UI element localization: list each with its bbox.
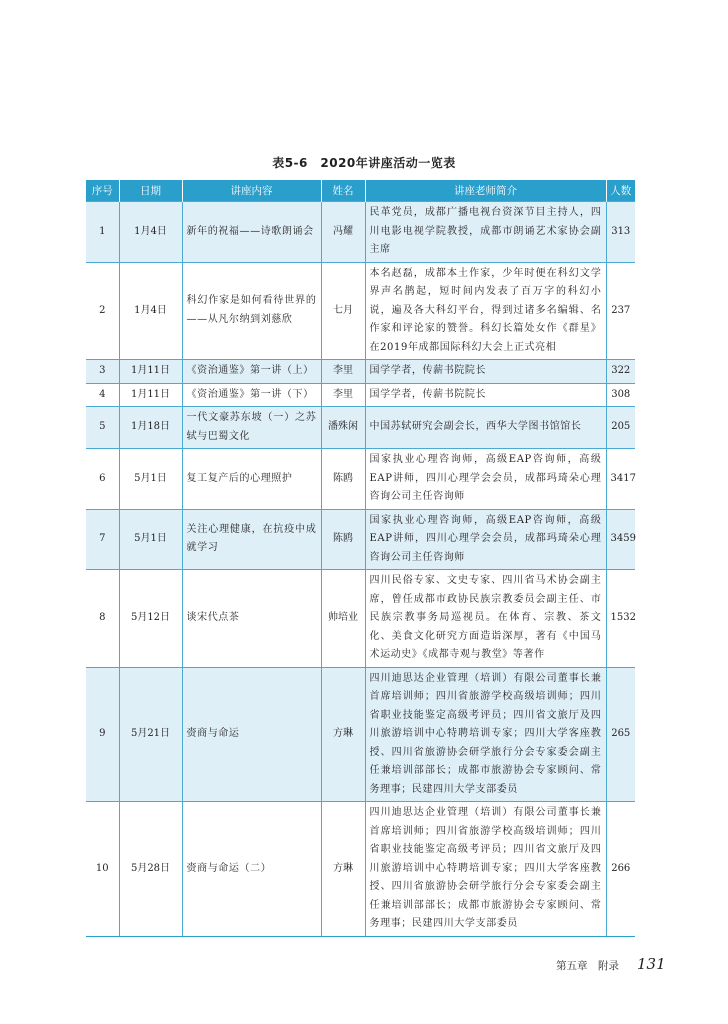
cell-no: 3 [86, 360, 119, 384]
cell-no: 7 [86, 509, 119, 570]
table-row [86, 202, 635, 263]
cell-name: 陈鸥 [321, 449, 365, 510]
cell-count: 265 [606, 667, 635, 802]
cell-count: 1532 [606, 570, 635, 668]
table-row [86, 802, 635, 937]
cell-intro: 中国苏轼研究会副会长，西华大学图书馆馆长 [365, 407, 606, 449]
table-caption: 表5-6 2020年讲座活动一览表 [272, 156, 456, 170]
table-row [86, 407, 635, 449]
cell-topic: 《资治通鉴》第一讲（上） [182, 360, 321, 384]
cell-no: 2 [86, 262, 119, 360]
header-date: 日期 [119, 180, 182, 202]
cell-count: 313 [606, 202, 635, 263]
cell-no: 8 [86, 570, 119, 668]
cell-intro: 本名赵磊，成都本土作家，少年时便在科幻文学界声名鹊起，短时间内发表了百万字的科幻小说，遍及各大科幻平台，得到过诸多名编辑、名作家和评论家的赞誉。科幻长篇处女作《群星》在2019年成都国际科幻大会上正式亮相 [365, 262, 606, 360]
header-name: 姓名 [321, 180, 365, 202]
table-row [86, 383, 635, 407]
table-row [86, 509, 635, 570]
page-footer [556, 955, 666, 973]
cell-date: 5月21日 [119, 667, 182, 802]
cell-no: 10 [86, 802, 119, 937]
header-count: 人数 [606, 180, 635, 202]
cell-topic: 复工复产后的心理照护 [182, 449, 321, 510]
cell-date: 5月1日 [119, 449, 182, 510]
cell-no: 1 [86, 202, 119, 263]
cell-no: 4 [86, 383, 119, 407]
cell-topic: 赍商与命运 [182, 667, 321, 802]
cell-name: 陈鸥 [321, 509, 365, 570]
page-number: 131 [637, 955, 666, 973]
cell-count: 266 [606, 802, 635, 937]
cell-date: 5月1日 [119, 509, 182, 570]
cell-count: 308 [606, 383, 635, 407]
cell-name: 潘殊闲 [321, 407, 365, 449]
header-topic: 讲座内容 [182, 180, 321, 202]
footer-section: 第五章 附录 [556, 960, 619, 972]
cell-intro: 国学学者，传薪书院院长 [365, 360, 606, 384]
cell-intro: 国学学者，传薪书院院长 [365, 383, 606, 407]
cell-date: 1月11日 [119, 360, 182, 384]
cell-date: 1月4日 [119, 262, 182, 360]
cell-count: 3417 [606, 449, 635, 510]
cell-date: 5月12日 [119, 570, 182, 668]
cell-topic: 新年的祝福——诗歌朗诵会 [182, 202, 321, 263]
table-row [86, 570, 635, 668]
table-row [86, 262, 635, 360]
cell-name: 帅培业 [321, 570, 365, 668]
table-header-row [86, 180, 635, 202]
cell-date: 5月28日 [119, 802, 182, 937]
header-intro: 讲座老师简介 [365, 180, 606, 202]
cell-name: 李里 [321, 383, 365, 407]
cell-topic: 科幻作家是如何看待世界的——从凡尔纳到刘慈欣 [182, 262, 321, 360]
cell-topic: 一代文豪苏东坡（一）之苏轼与巴蜀文化 [182, 407, 321, 449]
cell-intro: 国家执业心理咨询师，高级EAP咨询师，高级EAP讲师，四川心理学会会员，成都玛琦朵心理咨询公司主任咨询师 [365, 449, 606, 510]
cell-intro: 民革党员，成都广播电视台资深节目主持人，四川电影电视学院教授，成都市朗诵艺术家协会副主席 [365, 202, 606, 263]
cell-intro: 国家执业心理咨询师，高级EAP咨询师，高级EAP讲师，四川心理学会会员，成都玛琦朵心理咨询公司主任咨询师 [365, 509, 606, 570]
lecture-table [86, 180, 635, 937]
cell-topic: 《资治通鉴》第一讲（下） [182, 383, 321, 407]
table-row [86, 449, 635, 510]
cell-no: 6 [86, 449, 119, 510]
cell-count: 205 [606, 407, 635, 449]
cell-name: 方琳 [321, 667, 365, 802]
header-no: 序号 [86, 180, 119, 202]
cell-name: 李里 [321, 360, 365, 384]
cell-intro: 四川迪思达企业管理（培训）有限公司董事长兼首席培训师；四川省旅游学校高级培训师；四川省职业技能鉴定高级考评员；四川省文旅厅及四川旅游培训中心特聘培训专家；四川大学客座教授、四川省旅游协会研学旅行分会专家委会副主任兼培训部部长；成都市旅游协会专家顾问、常务理事；民建四川大学支部委员 [365, 802, 606, 937]
cell-count: 3459 [606, 509, 635, 570]
table-row [86, 360, 635, 384]
cell-topic: 关注心理健康，在抗疫中成就学习 [182, 509, 321, 570]
cell-name: 冯耀 [321, 202, 365, 263]
cell-no: 5 [86, 407, 119, 449]
cell-date: 1月11日 [119, 383, 182, 407]
cell-count: 237 [606, 262, 635, 360]
cell-name: 七月 [321, 262, 365, 360]
cell-name: 方琳 [321, 802, 365, 937]
cell-date: 1月4日 [119, 202, 182, 263]
cell-date: 1月18日 [119, 407, 182, 449]
cell-topic: 谈宋代点茶 [182, 570, 321, 668]
cell-intro: 四川民俗专家、文史专家、四川省马术协会副主席，曾任成都市政协民族宗教委员会副主任、市民族宗教事务局巡视员。在体育、宗教、茶文化、美食文化研究方面造诣深厚，著有《中国马术运动史》《成都寺观与教堂》等著作 [365, 570, 606, 668]
cell-no: 9 [86, 667, 119, 802]
cell-count: 322 [606, 360, 635, 384]
cell-intro: 四川迪思达企业管理（培训）有限公司董事长兼首席培训师；四川省旅游学校高级培训师；四川省职业技能鉴定高级考评员；四川省文旅厅及四川旅游培训中心特聘培训专家；四川大学客座教授、四川省旅游协会研学旅行分会专家委会副主任兼培训部部长；成都市旅游协会专家顾问、常务理事；民建四川大学支部委员 [365, 667, 606, 802]
table-row [86, 667, 635, 802]
cell-topic: 赍商与命运（二） [182, 802, 321, 937]
